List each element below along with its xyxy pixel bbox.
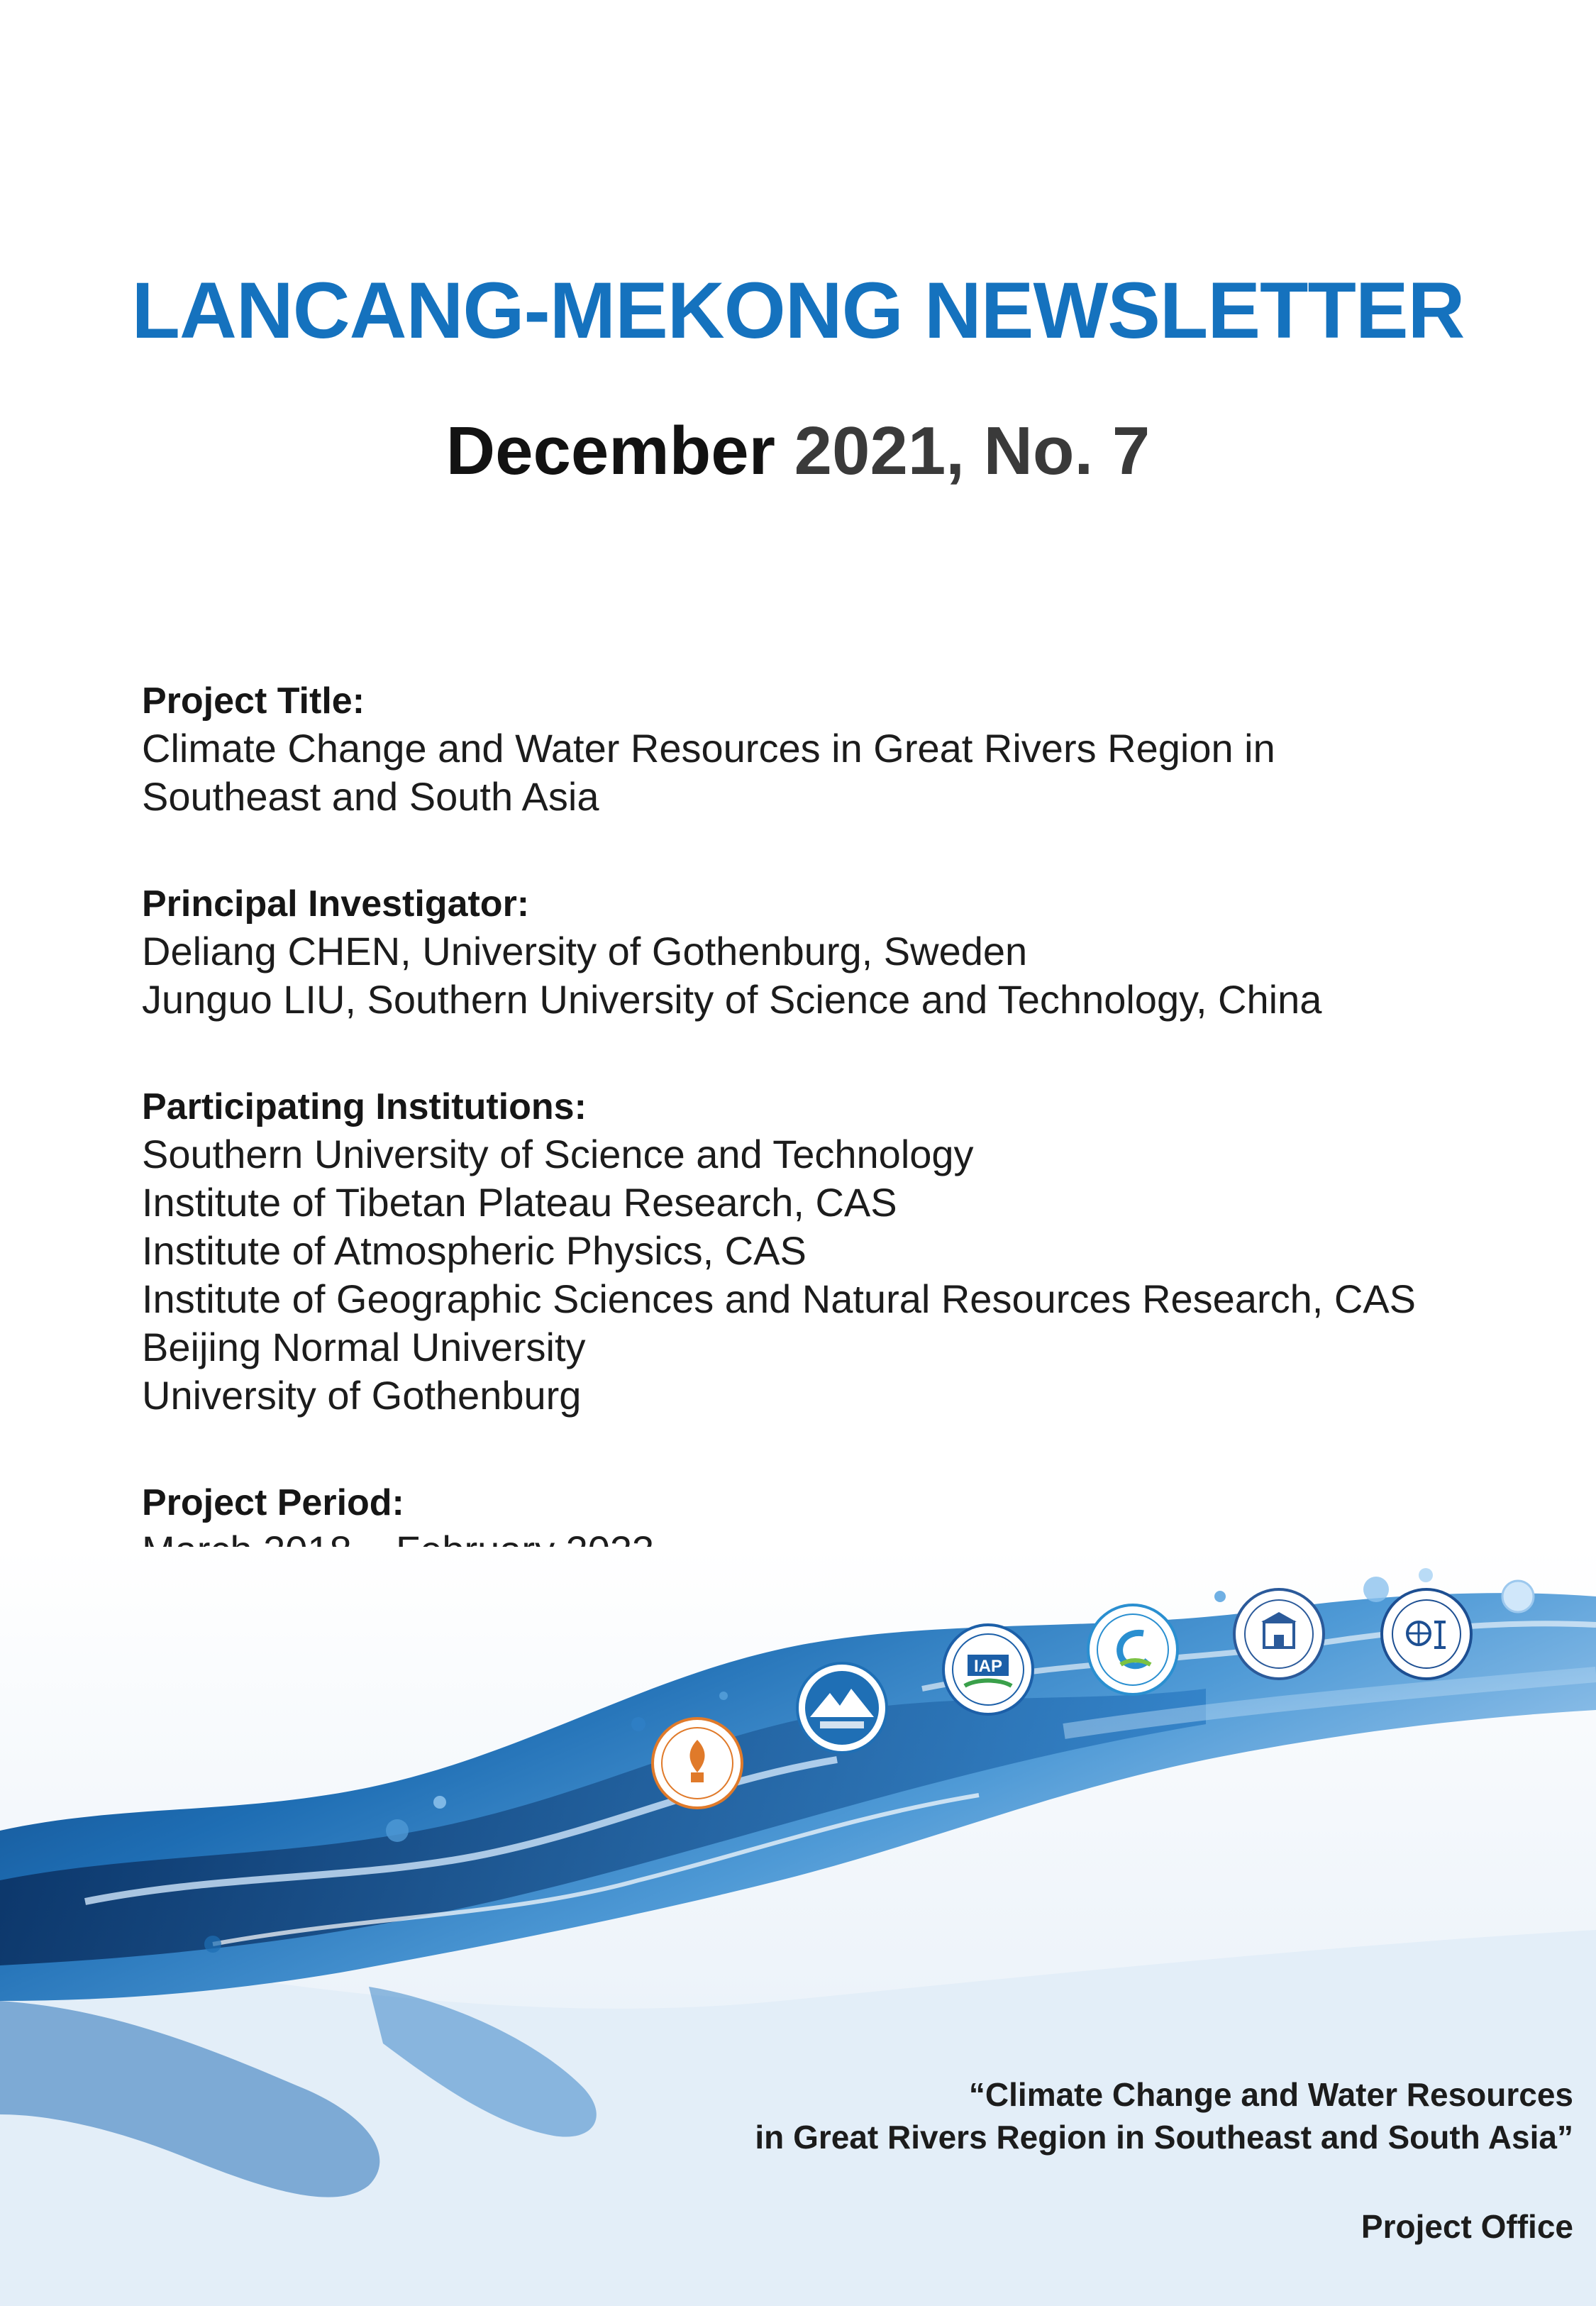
period-label: Project Period: <box>142 1482 404 1523</box>
footer-office: Project Office <box>1361 2208 1573 2245</box>
iap-logo-icon <box>941 1622 1036 1717</box>
gothenburg-logo-icon <box>1379 1587 1474 1682</box>
investigator-line: Junguo LIU, Southern University of Science and Technology, China <box>142 977 1322 1022</box>
investigator-line: Deliang CHEN, University of Gothenburg, Sweden <box>142 929 1028 973</box>
institution-line: University of Gothenburg <box>142 1373 582 1418</box>
project-title-label: Project Title: <box>142 680 365 722</box>
institution-line: Institute of Atmospheric Physics, CAS <box>142 1228 807 1273</box>
project-title-line: Climate Change and Water Resources in Great Rivers Region in <box>142 726 1275 771</box>
institution-line: Beijing Normal University <box>142 1325 586 1369</box>
igsnrr-logo-icon <box>1085 1602 1180 1697</box>
footer-quote-line: in Great Rivers Region in Southeast and South Asia” <box>755 2119 1573 2156</box>
svg-text:IAP: IAP <box>973 1657 1003 1676</box>
institution-line: Institute of Geographic Sciences and Natural Resources Research, CAS <box>142 1276 1417 1321</box>
newsletter-title: LANCANG-MEKONG NEWSLETTER <box>131 266 1465 355</box>
issue-number: 2021, No. 7 <box>775 413 1151 489</box>
issue-line <box>0 413 1596 489</box>
project-title-line: Southeast and South Asia <box>142 774 599 819</box>
institution-line: Southern University of Science and Technology <box>142 1132 974 1176</box>
issue-month: December <box>445 413 775 489</box>
project-info <box>142 678 1525 1574</box>
bnu-logo-icon <box>1231 1587 1326 1682</box>
footer-quote <box>755 2073 1573 2158</box>
footer-quote-line: “Climate Change and Water Resources <box>968 2076 1573 2113</box>
institutions-label: Participating Institutions: <box>142 1086 587 1127</box>
itp-logo-icon <box>794 1660 890 1755</box>
investigator-label: Principal Investigator: <box>142 883 530 925</box>
institution-line: Institute of Tibetan Plateau Research, CAS <box>142 1180 897 1225</box>
sustech-logo-icon <box>650 1716 745 1811</box>
